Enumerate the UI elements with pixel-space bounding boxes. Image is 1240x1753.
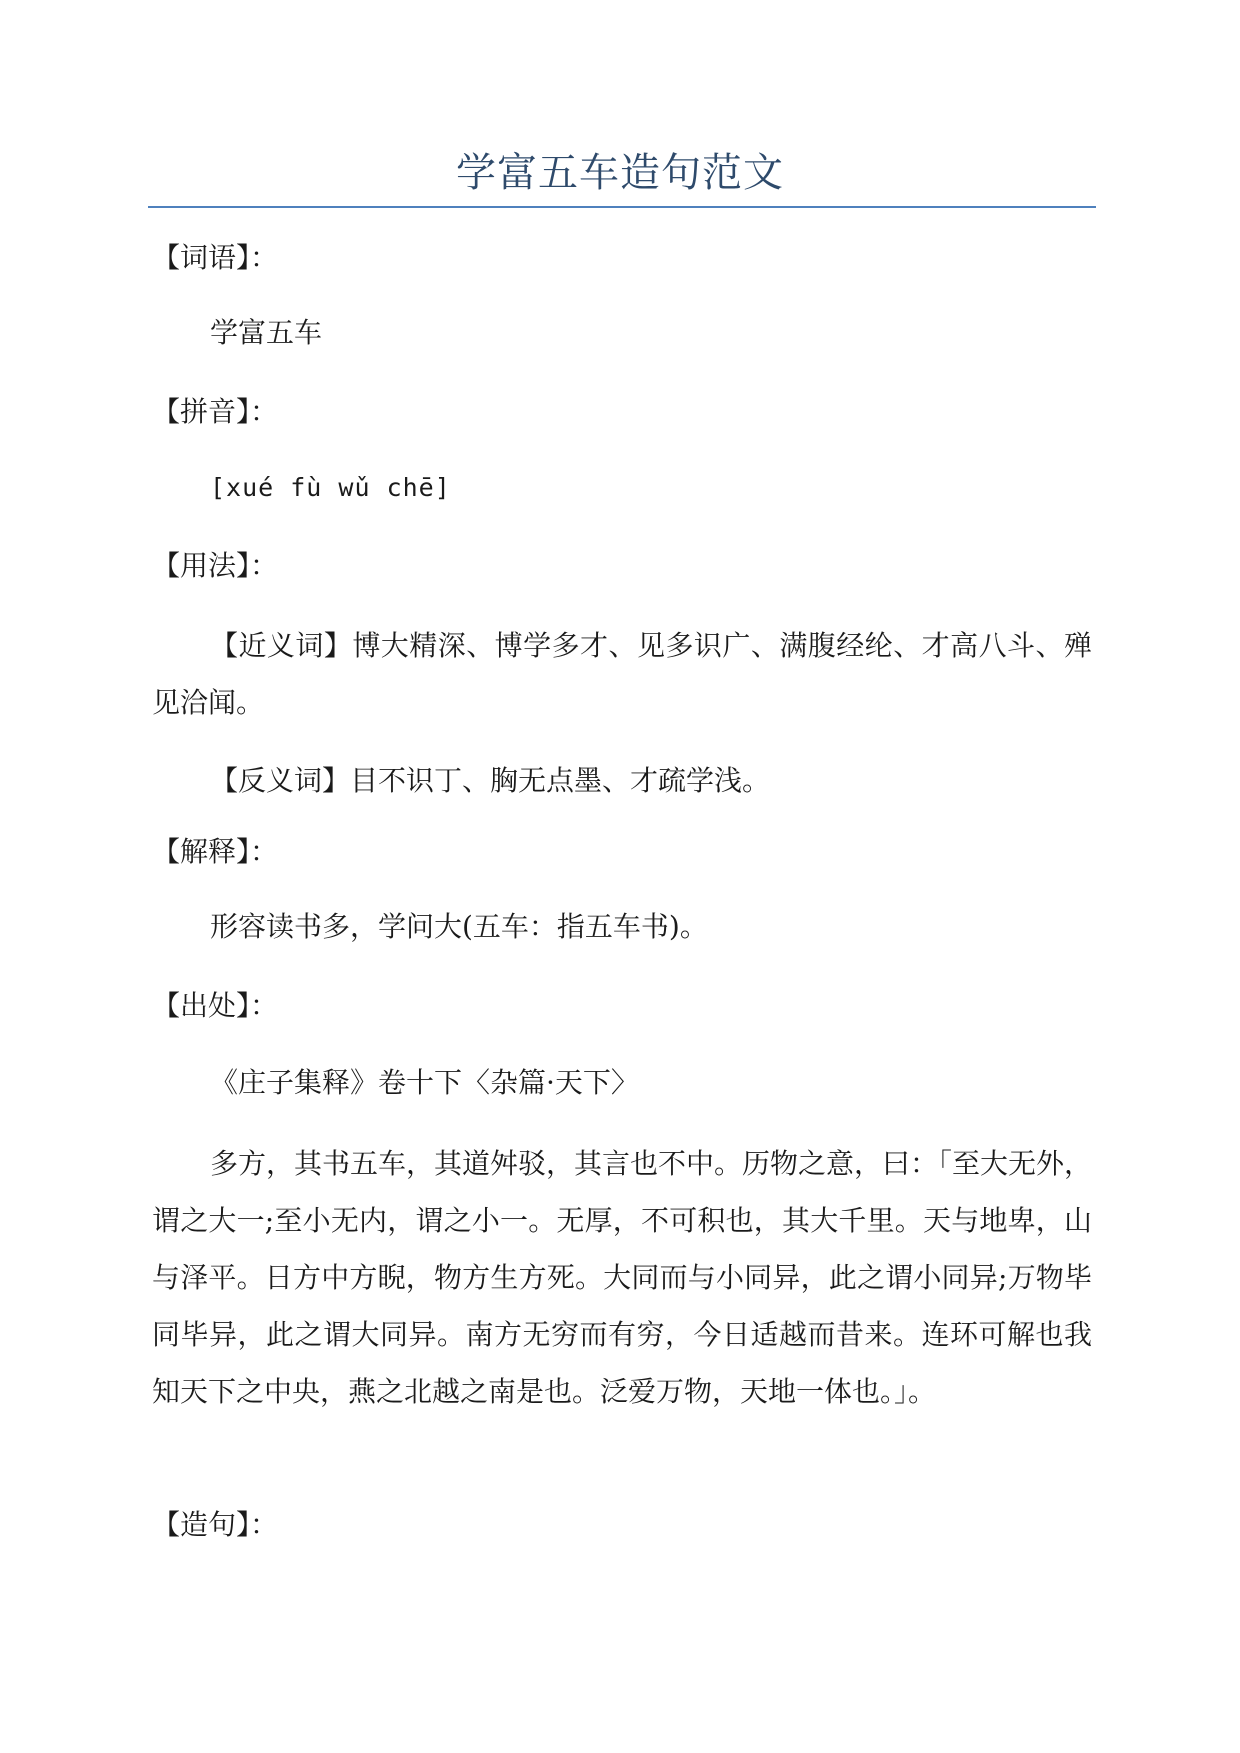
chuchu-quote-paragraph: 多方，其书五车，其道舛驳，其言也不中。历物之意，曰：「至大无外，谓之大一;至小无内，谓之小一。无厚，不可积也，其大千里。天与地卑，山与泽平。日方中方睨，物方生方死。大同而与小同异，此之谓小同异;万物毕同毕异，此之谓大同异。南方无穷而有穷，今日适越而昔来。连环可解也我知天下之中央，燕之北越之南是也。泛爱万物，天地一体也。」。: [152, 1147, 1093, 1408]
antonyms-paragraph: 【反义词】目不识丁、胸无点墨、才疏学浅。: [210, 764, 771, 797]
label-zaoju: 【造句】：: [152, 1508, 279, 1541]
label-chuchu: 【出处】：: [152, 989, 279, 1022]
label-yongfa: 【用法】：: [152, 549, 279, 582]
title-divider: [148, 206, 1096, 208]
synonyms-paragraph: 【近义词】博大精深、博学多才、见多识广、满腹经纶、才高八斗、殚见洽闻。: [152, 629, 1092, 719]
value-chuchu-source: 《庄子集释》卷十下〈杂篇·天下〉: [210, 1066, 639, 1099]
page-title: 学富五车造句范文: [456, 150, 784, 196]
label-ciyu: 【词语】：: [152, 241, 279, 274]
label-jieshi: 【解释】：: [152, 835, 279, 868]
value-jieshi: 形容读书多，学问大(五车：指五车书)。: [210, 910, 708, 943]
value-ciyu: 学富五车: [210, 316, 323, 349]
value-pinyin: [xué fù wǔ chē]: [210, 473, 451, 502]
label-pinyin: 【拼音】：: [152, 395, 279, 428]
